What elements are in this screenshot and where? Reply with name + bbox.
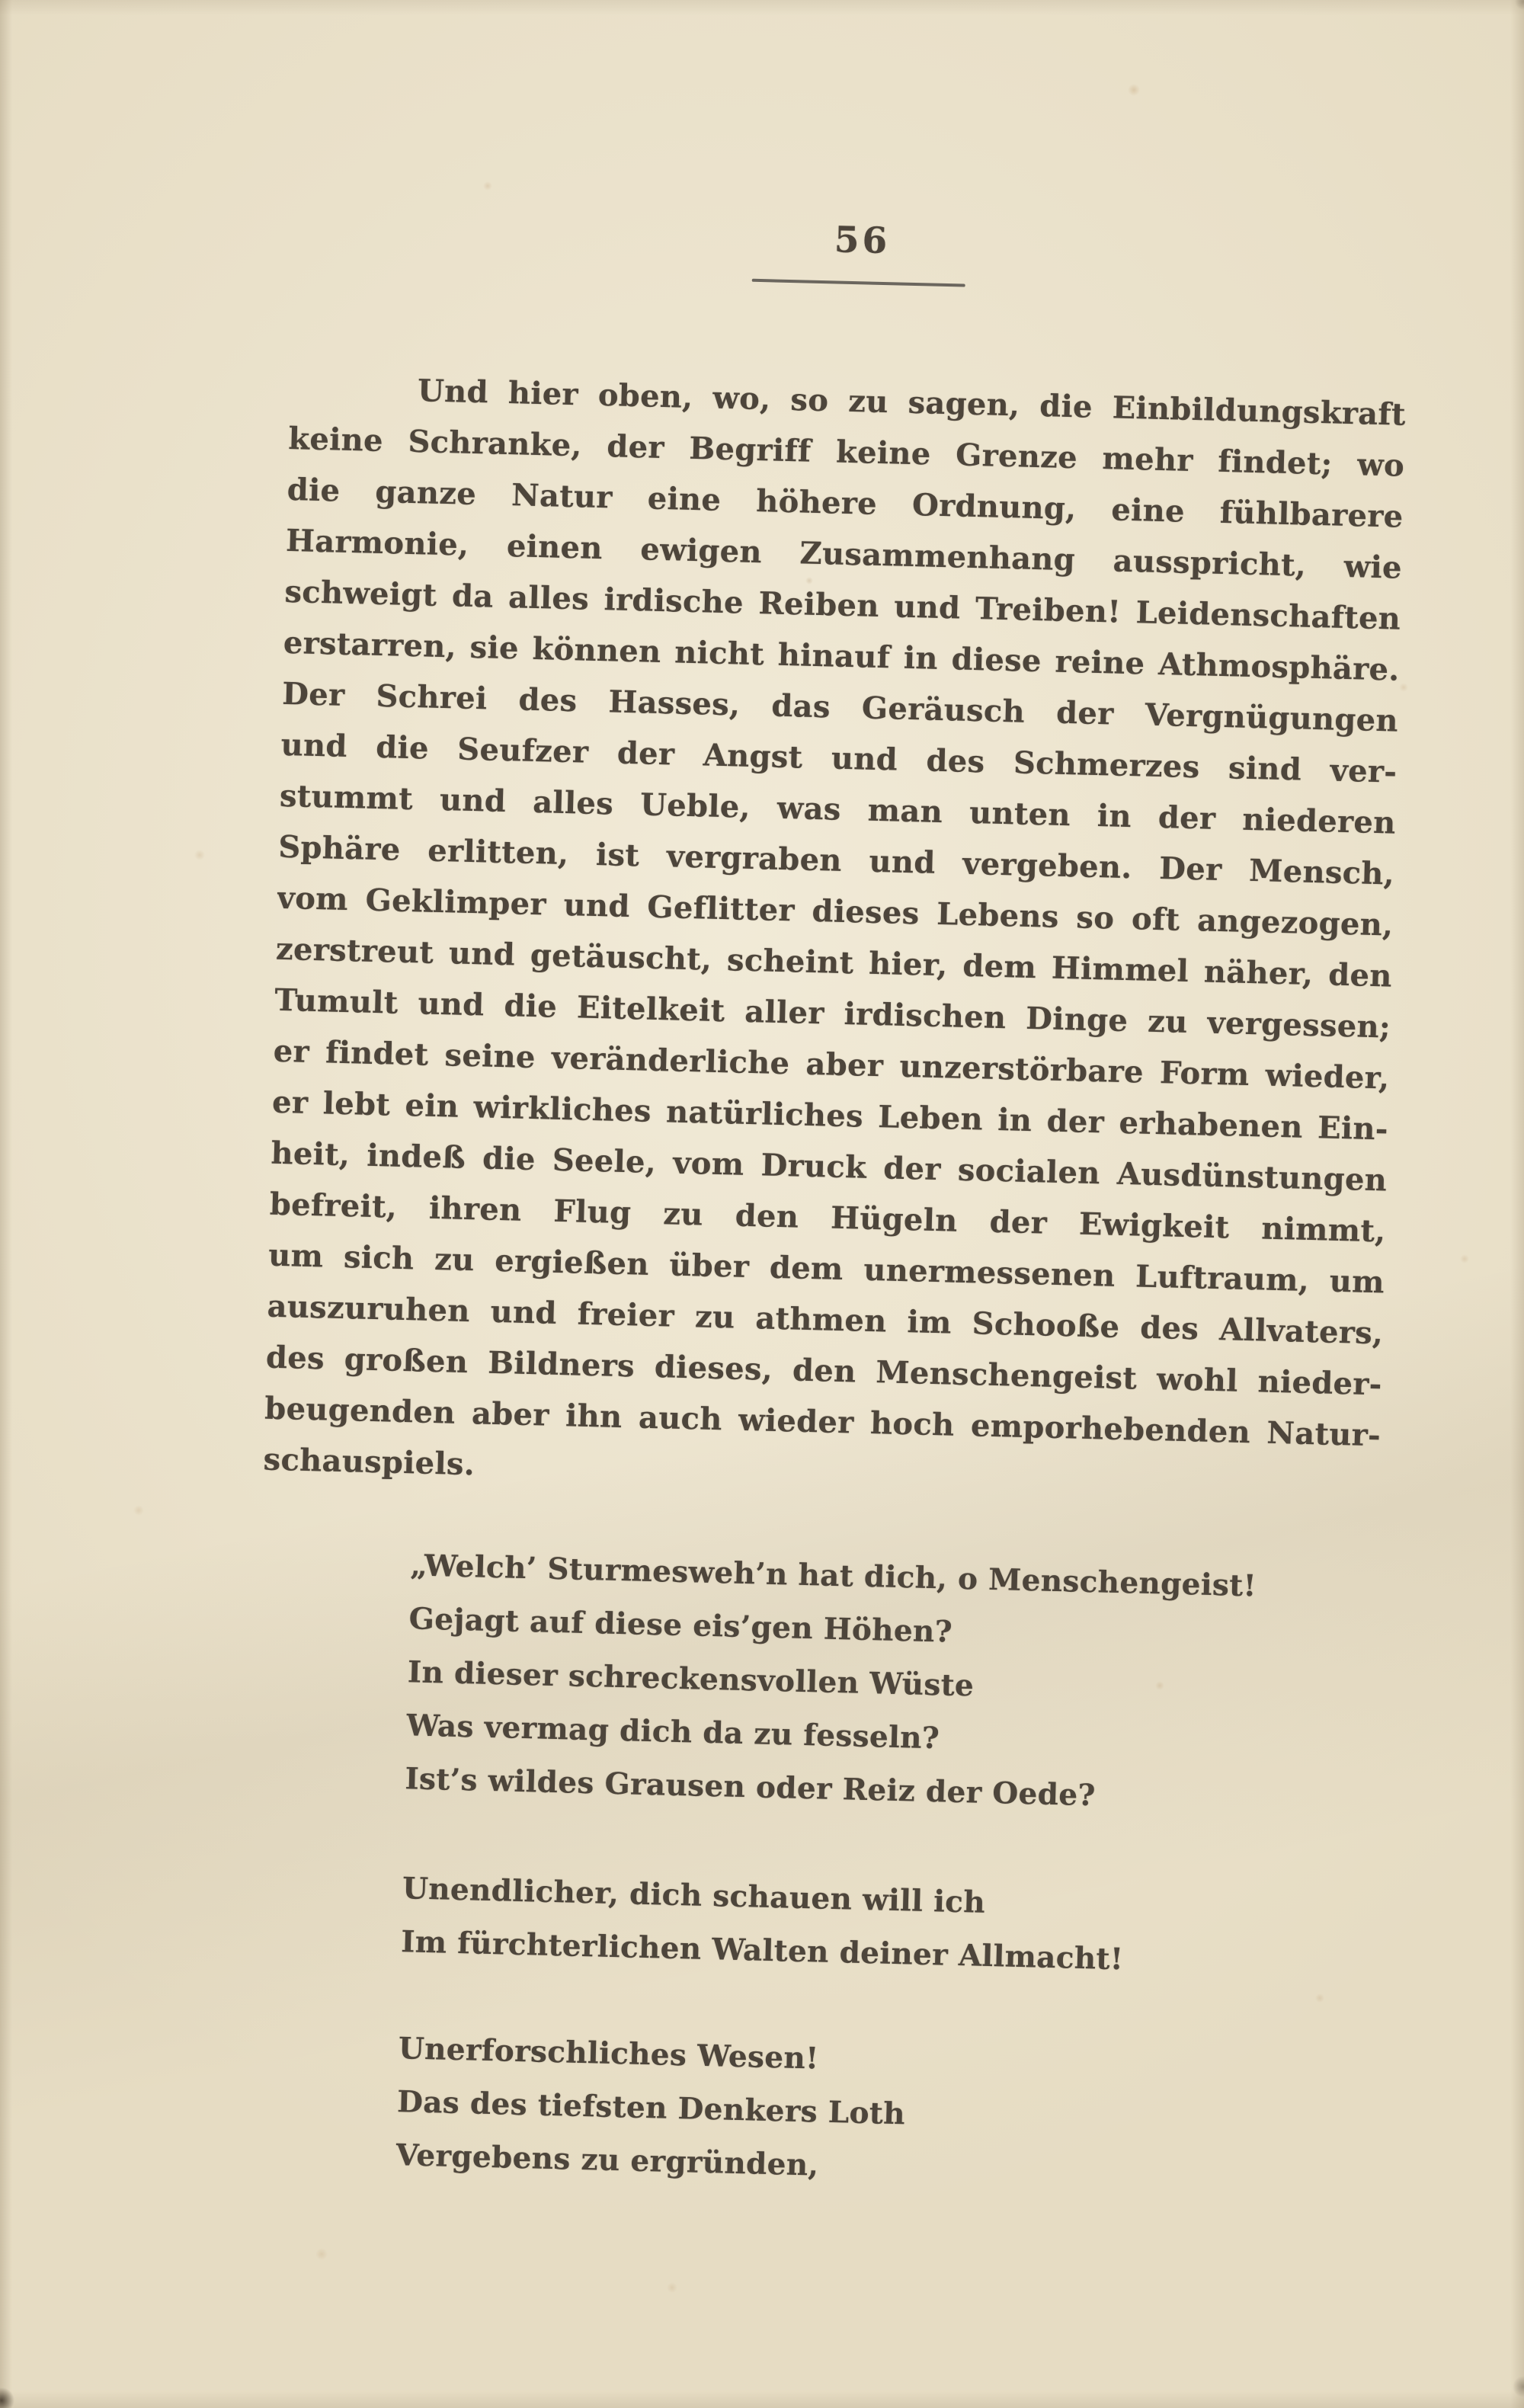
paragraph-line: die ganze Natur eine höhere Ordnung, eine fühlbarere [287,471,1404,535]
paragraph-line: er lebt ein wirkliches natürliches Leben in der erhabenen Ein- [271,1084,1389,1148]
paragraph-line: Harmonie, einen ewigen Zusammenhang ausspricht, wie [285,522,1403,586]
paragraph-line: heit, indeß die Seele, vom Druck der socialen Ausdünstungen [270,1135,1388,1199]
poem-line: Das des tiefsten Denkers Loth [396,2084,906,2132]
poem-line: Gejagt auf diese eis’gen Höhen? [408,1601,953,1650]
poem-line: Im fürchterlichen Walten deiner Allmacht! [400,1924,1124,1977]
paragraph-line: keine Schranke, der Begriff keine Grenze mehr findet; wo [287,420,1405,484]
paragraph-line: Sphäre erlitten, ist vergraben und vergeben. Der Mensch, [277,828,1395,892]
paragraph-line: vom Geklimper und Geflitter dieses Lebens so oft angezogen, [277,879,1394,943]
page-number: 56 [834,219,891,263]
paragraph-line: Der Schrei des Hasses, das Geräusch der Vergnügungen [281,675,1399,739]
paragraph-line: erstarren, sie können nicht hinauf in diese reine Athmosphäre. [283,624,1401,688]
paragraph-line: er findet seine veränderliche aber unzerstörbare Form wieder, [273,1033,1390,1097]
paragraph-line: befreit, ihren Flug zu den Hügeln der Ewigkeit nimmt, [269,1186,1387,1250]
poem-line: Was vermag dich da zu fesseln? [405,1708,940,1756]
poem-line: Vergebens zu ergründen, [395,2137,819,2183]
paragraph-line: schauspiels. [263,1441,475,1483]
paragraph-line: um sich zu ergießen über dem unermessenen Luftraum, um [267,1237,1385,1301]
poem-stanza-2 [400,1862,1369,1992]
body-paragraph [263,362,1407,1512]
paragraph-line: stummt und alles Ueble, was man unten in der niederen [279,777,1397,841]
paragraph-line: schweigt da alles irdische Reiben und Treiben! Leidenschaften [284,573,1401,637]
poem-stanza-3 [395,2022,1366,2205]
poem-line: „Welch’ Sturmesweh’n hat dich, o Menschengeist! [409,1548,1257,1604]
paragraph-line: des großen Bildners dieses, den Menschengeist wohl nieder- [265,1339,1383,1403]
paragraph-line: Und hier oben, wo, so zu sagen, die Einbildungskraft [417,373,1407,433]
poem-line: Unerforschliches Wesen! [398,2031,820,2077]
paragraph-line: auszuruhen und freier zu athmen im Schooße des Allvaters, [267,1288,1384,1352]
page-content [246,206,1410,2205]
paragraph-line: beugenden aber ihn auch wieder hoch emporhebenden Natur- [264,1390,1382,1454]
poem-stanza-1 [405,1539,1378,1829]
paragraph-line: Tumult und die Eitelkeit aller irdischen Dinge zu vergessen; [274,981,1391,1045]
paragraph-line: und die Seufzer der Angst und des Schmerzes sind ver- [280,726,1398,790]
paragraph-line: zerstreut und getäuscht, scheint hier, dem Himmel näher, den [275,930,1393,994]
poem-line: Ist’s wildes Grausen oder Reiz der Oede? [405,1761,1097,1814]
poem-line: In dieser schreckensvollen Wüste [407,1654,975,1704]
header-rule [751,279,965,287]
poem-line: Unendlicher, dich schauen will ich [402,1871,986,1920]
